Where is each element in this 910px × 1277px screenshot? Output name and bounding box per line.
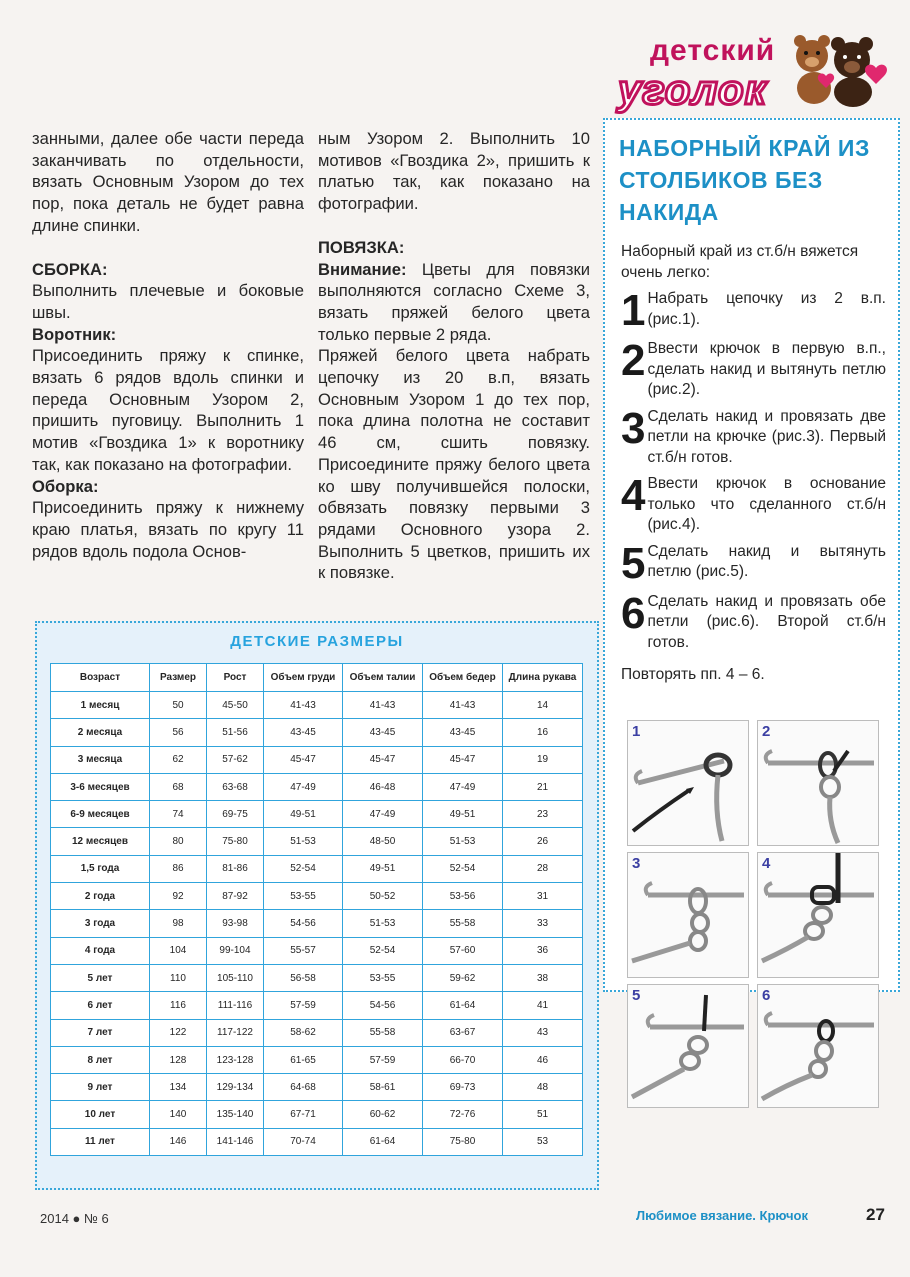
table-cell: 51-53	[423, 828, 503, 855]
table-row	[51, 746, 583, 773]
table-cell: 31	[503, 883, 583, 910]
size-table	[50, 663, 583, 1156]
table-cell: 52-54	[264, 855, 343, 882]
table-cell: 14	[503, 692, 583, 719]
table-cell: 41-43	[343, 692, 423, 719]
column-header: Объем груди	[264, 664, 343, 692]
table-cell: 1,5 года	[51, 855, 150, 882]
step-number: 5	[621, 538, 646, 588]
crochet-hook-illustration	[628, 721, 748, 845]
step-item	[621, 286, 886, 335]
figure-number: 6	[762, 987, 771, 1004]
table-cell: 41-43	[264, 692, 343, 719]
table-cell: 47-49	[264, 773, 343, 800]
paragraph: Пряжей белого цвета набрать цепочку из 20 в.п, вязать Основным Узором 1 до тех пор, пока длина полотна не составит 46 см, сшить повязку. Присоедините пряжу белого цвета ко шву получившейся полоски, обвязать повязку первыми 3 рядами Основного узора 2. Выполнить 5 цветков, пришить их к повязке.	[318, 346, 590, 583]
table-row	[51, 855, 583, 882]
table-cell: 128	[150, 1046, 207, 1073]
table-row	[51, 1019, 583, 1046]
table-cell: 45-50	[207, 692, 264, 719]
table-row	[51, 1074, 583, 1101]
table-row	[51, 1128, 583, 1155]
table-cell: 117-122	[207, 1019, 264, 1046]
section-heading-headband: ПОВЯЗКА:	[318, 237, 405, 257]
table-cell: 21	[503, 773, 583, 800]
table-cell: 10 лет	[51, 1101, 150, 1128]
table-cell: 123-128	[207, 1046, 264, 1073]
sidebar-title: НАБОРНЫЙ КРАЙ ИЗ СТОЛБИКОВ БЕЗ НАКИДА	[619, 135, 870, 225]
figure-number: 4	[762, 855, 771, 872]
table-cell: 54-56	[343, 992, 423, 1019]
table-cell: 11 лет	[51, 1128, 150, 1155]
figure-number: 5	[632, 987, 641, 1004]
table-row	[51, 910, 583, 937]
table-cell: 6-9 месяцев	[51, 801, 150, 828]
table-cell: 33	[503, 910, 583, 937]
table-cell: 122	[150, 1019, 207, 1046]
table-cell: 93-98	[207, 910, 264, 937]
column-header: Объем бедер	[423, 664, 503, 692]
table-cell: 61-64	[343, 1128, 423, 1155]
table-cell: 51	[503, 1101, 583, 1128]
step-item	[621, 538, 886, 588]
table-cell: 69-73	[423, 1074, 503, 1101]
table-cell: 46	[503, 1046, 583, 1073]
step-number: 2	[621, 336, 646, 385]
table-cell: 87-92	[207, 883, 264, 910]
table-cell: 72-76	[423, 1101, 503, 1128]
table-cell: 61-64	[423, 992, 503, 1019]
step-text: Сделать накид и вытянуть петлю (рис.5).	[647, 542, 886, 580]
table-cell: 3 месяца	[51, 746, 150, 773]
column-header: Рост	[207, 664, 264, 692]
table-cell: 49-51	[423, 801, 503, 828]
crochet-hook-illustration	[628, 985, 748, 1107]
step-number: 3	[621, 403, 646, 453]
figure-4	[757, 852, 879, 978]
table-cell: 75-80	[423, 1128, 503, 1155]
figure-number: 2	[762, 723, 771, 740]
column-header: Длина рукава	[503, 664, 583, 692]
table-cell: 45-47	[264, 746, 343, 773]
table-cell: 57-59	[343, 1046, 423, 1073]
table-cell: 48-50	[343, 828, 423, 855]
table-cell: 51-56	[207, 719, 264, 746]
table-cell: 43-45	[343, 719, 423, 746]
table-row	[51, 1046, 583, 1073]
table-cell: 45-47	[343, 746, 423, 773]
table-cell: 7 лет	[51, 1019, 150, 1046]
crochet-hook-illustration	[758, 853, 878, 977]
table-cell: 67-71	[264, 1101, 343, 1128]
table-cell: 43	[503, 1019, 583, 1046]
table-row	[51, 828, 583, 855]
table-cell: 64-68	[264, 1074, 343, 1101]
sidebar-box	[603, 118, 900, 1004]
table-cell: 66-70	[423, 1046, 503, 1073]
crochet-hook-illustration	[758, 721, 878, 845]
figure-number: 3	[632, 855, 641, 872]
table-cell: 3-6 месяцев	[51, 773, 150, 800]
table-cell: 86	[150, 855, 207, 882]
table-cell: 36	[503, 937, 583, 964]
table-cell: 110	[150, 964, 207, 991]
figure-5	[627, 984, 749, 1108]
table-cell: 47-49	[423, 773, 503, 800]
table-cell: 129-134	[207, 1074, 264, 1101]
table-cell: 99-104	[207, 937, 264, 964]
table-cell: 8 лет	[51, 1046, 150, 1073]
table-cell: 80	[150, 828, 207, 855]
table-cell: 2 месяца	[51, 719, 150, 746]
table-cell: 43-45	[264, 719, 343, 746]
step-number: 6	[621, 588, 646, 638]
table-cell: 38	[503, 964, 583, 991]
table-cell: 146	[150, 1128, 207, 1155]
figure-1	[627, 720, 749, 846]
step-number: 4	[621, 471, 646, 520]
table-cell: 50-52	[343, 883, 423, 910]
table-cell: 41-43	[423, 692, 503, 719]
step-text: Ввести крючок в первую в.п., сделать накид и вытянуть петлю (рис.2).	[647, 340, 886, 398]
table-cell: 61-65	[264, 1046, 343, 1073]
table-row	[51, 801, 583, 828]
column-header: Размер	[150, 664, 207, 692]
table-cell: 111-116	[207, 992, 264, 1019]
table-cell: 49-51	[264, 801, 343, 828]
table-cell: 4 года	[51, 937, 150, 964]
table-cell: 104	[150, 937, 207, 964]
table-cell: 68	[150, 773, 207, 800]
paragraph	[318, 259, 590, 346]
table-cell: 63-67	[423, 1019, 503, 1046]
table-cell: 5 лет	[51, 964, 150, 991]
paragraph: Присоединить пряжу к нижнему краю платья, вязать по кругу 11 рядов вдоль подола Основ-	[32, 498, 304, 561]
step-text: Сделать накид и провязать две петли на крючке (рис.3). Первый ст.б/н готов.	[647, 407, 886, 466]
paragraph: Выполнить плечевые и боковые швы.	[32, 281, 304, 322]
section-heading-collar: Воротник:	[32, 324, 117, 344]
table-cell: 2 года	[51, 883, 150, 910]
table-cell: 9 лет	[51, 1074, 150, 1101]
header-line-1: детский	[650, 34, 776, 67]
step-item	[621, 588, 886, 654]
table-row	[51, 719, 583, 746]
figure-2	[757, 720, 879, 846]
section-header	[612, 26, 902, 113]
table-cell: 62	[150, 746, 207, 773]
table-cell: 63-68	[207, 773, 264, 800]
table-cell: 19	[503, 746, 583, 773]
table-cell: 58-62	[264, 1019, 343, 1046]
table-cell: 47-49	[343, 801, 423, 828]
table-header-row	[51, 664, 583, 692]
table-cell: 53	[503, 1128, 583, 1155]
table-cell: 69-75	[207, 801, 264, 828]
table-cell: 16	[503, 719, 583, 746]
table-cell: 134	[150, 1074, 207, 1101]
step-text: Сделать накид и провязать обе петли (рис.6). Второй ст.б/н готов.	[647, 592, 886, 651]
table-cell: 53-55	[264, 883, 343, 910]
table-cell: 12 месяцев	[51, 828, 150, 855]
table-cell: 135-140	[207, 1101, 264, 1128]
table-cell: 54-56	[264, 910, 343, 937]
figure-6	[757, 984, 879, 1108]
table-cell: 52-54	[423, 855, 503, 882]
table-cell: 141-146	[207, 1128, 264, 1155]
step-item	[621, 336, 886, 401]
table-cell: 105-110	[207, 964, 264, 991]
table-cell: 55-57	[264, 937, 343, 964]
left-text-column	[32, 128, 304, 562]
table-cell: 75-80	[207, 828, 264, 855]
table-cell: 140	[150, 1101, 207, 1128]
crochet-hook-illustration	[628, 853, 748, 977]
table-cell: 56-58	[264, 964, 343, 991]
table-cell: 81-86	[207, 855, 264, 882]
table-cell: 43-45	[423, 719, 503, 746]
step-text: Набрать цепочку из 2 в.п. (рис.1).	[647, 290, 886, 328]
teddy-bears-icon	[790, 26, 902, 108]
table-body	[51, 692, 583, 1156]
table-cell: 51-53	[264, 828, 343, 855]
table-cell: 3 года	[51, 910, 150, 937]
table-cell: 57-60	[423, 937, 503, 964]
table-cell: 6 лет	[51, 992, 150, 1019]
table-cell: 116	[150, 992, 207, 1019]
table-cell: 50	[150, 692, 207, 719]
table-cell: 41	[503, 992, 583, 1019]
table-cell: 98	[150, 910, 207, 937]
size-table-panel	[35, 621, 599, 1190]
section-heading-assembly: СБОРКА:	[32, 259, 108, 279]
step-item	[621, 403, 886, 469]
figure-3	[627, 852, 749, 978]
table-cell: 23	[503, 801, 583, 828]
table-cell: 26	[503, 828, 583, 855]
table-cell: 1 месяц	[51, 692, 150, 719]
table-cell: 49-51	[343, 855, 423, 882]
table-row	[51, 964, 583, 991]
header-line-2: уголок	[618, 66, 767, 113]
page-footer	[0, 1200, 910, 1230]
table-cell: 70-74	[264, 1128, 343, 1155]
step-number: 1	[621, 286, 646, 335]
step-text: Ввести крючок в основание только что сделанного ст.б/н (рис.4).	[647, 475, 886, 533]
table-cell: 46-48	[343, 773, 423, 800]
attention-label: Внимание:	[318, 259, 407, 279]
table-cell: 56	[150, 719, 207, 746]
size-table-title: ДЕТСКИЕ РАЗМЕРЫ	[230, 633, 404, 650]
table-cell: 92	[150, 883, 207, 910]
paragraph: ным Узором 2. Выполнить 10 мотивов «Гвоздика 2», пришить к платью так, как показано на фотографии.	[318, 129, 590, 214]
column-header: Объем талии	[343, 664, 423, 692]
figure-number: 1	[632, 723, 641, 740]
figure-grid	[627, 720, 879, 1004]
paragraph: Присоединить пряжу к спинке, вязать 6 рядов вдоль спинки и переда Основным Узором 2, пришить пуговицу. Выполнить 1 мотив «Гвоздика 1» к воротнику так, как показано на фотографии.	[32, 346, 304, 474]
table-cell: 48	[503, 1074, 583, 1101]
sidebar-intro: Наборный край из ст.б/н вяжется очень легко:	[621, 243, 859, 281]
table-cell: 58-61	[343, 1074, 423, 1101]
table-cell: 74	[150, 801, 207, 828]
table-row	[51, 992, 583, 1019]
attention-text: Цветы для повязки выполняются согласно Схеме 3, вязать пряжей белого цвета только первые 2 ряда.	[318, 259, 590, 344]
table-cell: 28	[503, 855, 583, 882]
table-cell: 60-62	[343, 1101, 423, 1128]
magazine-title: Любимое вязание. Крючок	[636, 1208, 809, 1223]
middle-text-column	[318, 128, 590, 584]
table-cell: 55-58	[423, 910, 503, 937]
table-row	[51, 883, 583, 910]
crochet-hook-illustration	[758, 985, 878, 1107]
table-cell: 53-56	[423, 883, 503, 910]
section-heading-frill: Оборка:	[32, 476, 99, 496]
table-cell: 52-54	[343, 937, 423, 964]
table-cell: 57-62	[207, 746, 264, 773]
table-row	[51, 773, 583, 800]
page-number: 27	[866, 1205, 885, 1224]
table-row	[51, 1101, 583, 1128]
table-cell: 53-55	[343, 964, 423, 991]
table-cell: 57-59	[264, 992, 343, 1019]
table-row	[51, 937, 583, 964]
issue-number: 2014 ● № 6	[40, 1211, 109, 1226]
step-item	[621, 471, 886, 536]
column-header: Возраст	[51, 664, 150, 692]
table-cell: 59-62	[423, 964, 503, 991]
table-cell: 51-53	[343, 910, 423, 937]
table-cell: 45-47	[423, 746, 503, 773]
table-cell: 55-58	[343, 1019, 423, 1046]
step-list	[605, 286, 898, 653]
repeat-note: Повторять пп. 4 – 6.	[621, 666, 765, 683]
table-row	[51, 692, 583, 719]
paragraph: занными, далее обе части переда заканчивать по отдельности, вязать Основным Узором до тех пор, пока деталь не будет равна длине спинки.	[32, 129, 304, 235]
